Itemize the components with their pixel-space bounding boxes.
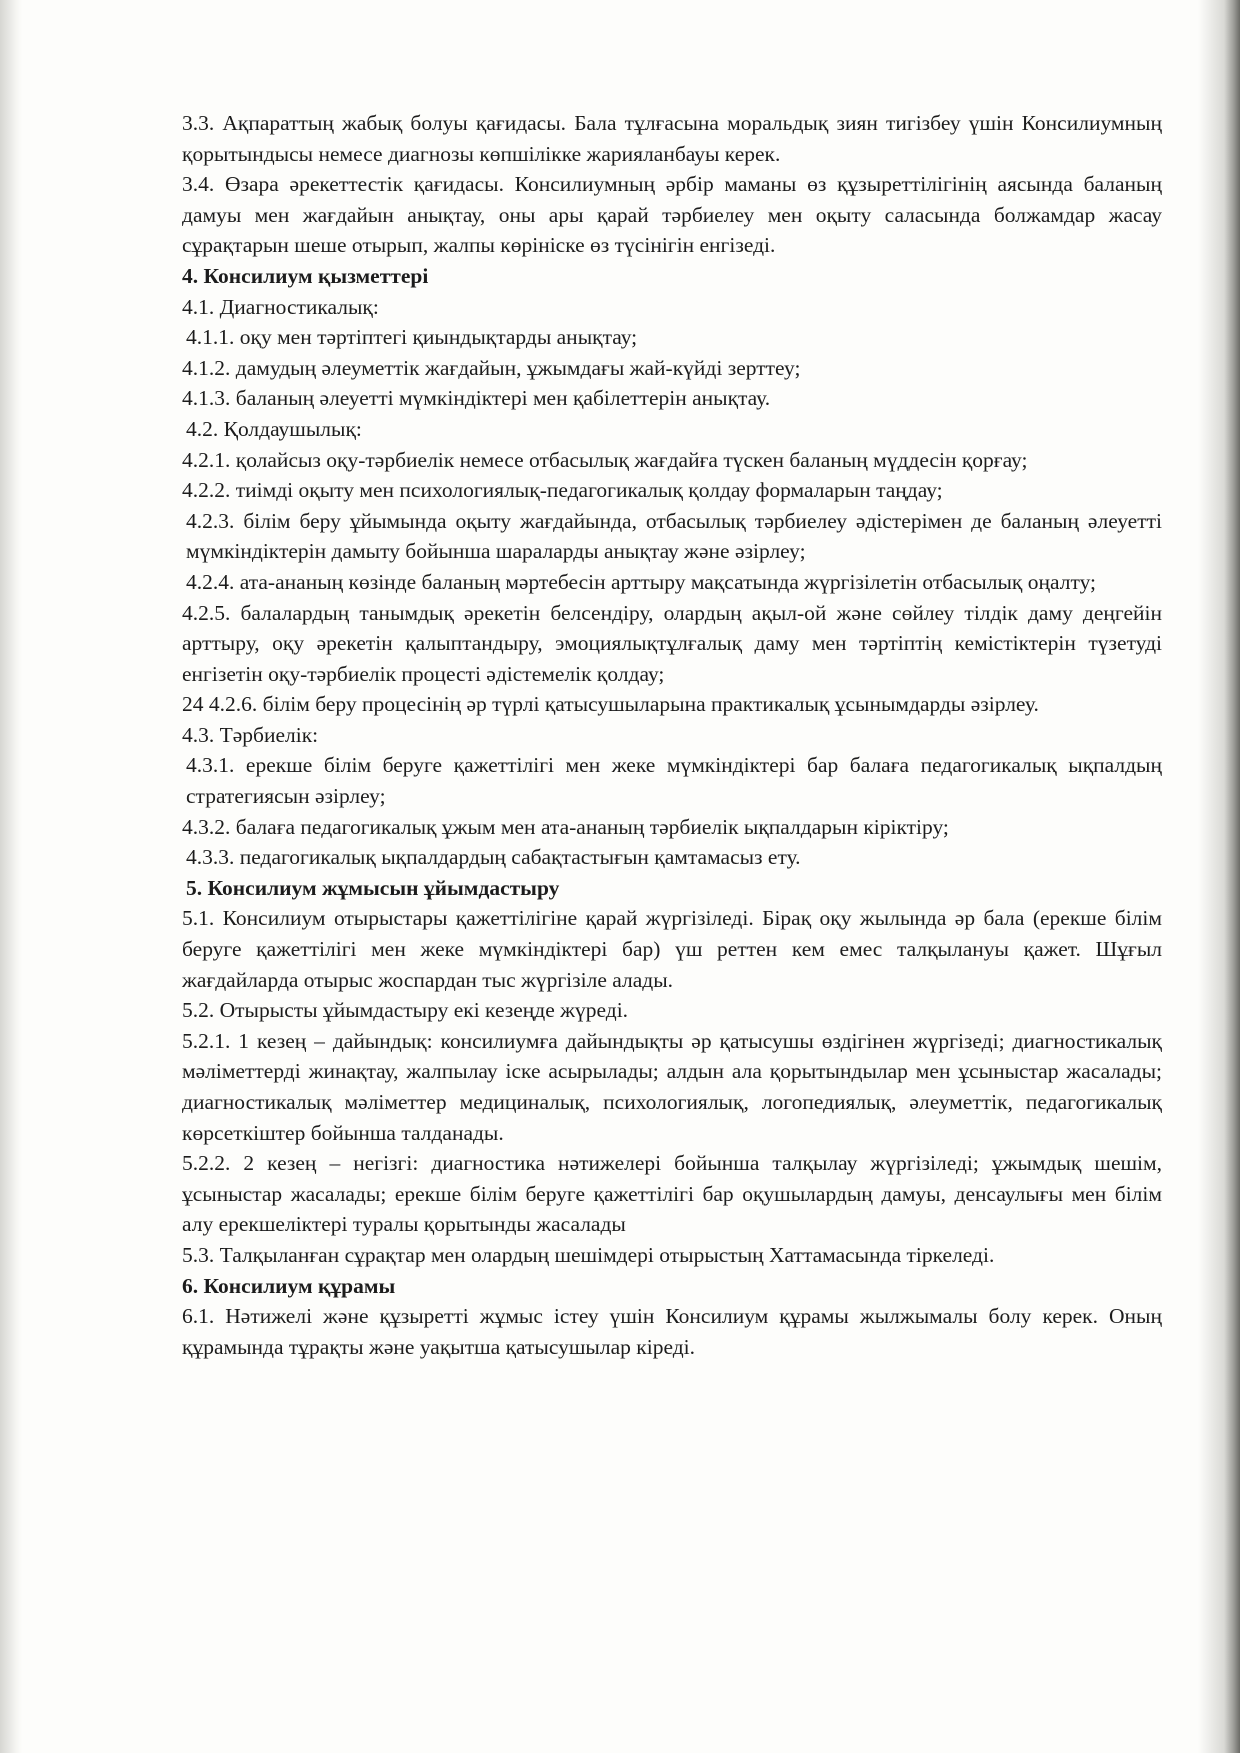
paragraph-4-2-1: 4.2.1. қолайсыз оқу-тәрбиелік немесе отбасылық жағдайға түскен баланың мүддесін қорғау;: [182, 447, 1028, 472]
paragraph-3-3: 3.3. Ақпараттың жабық болуы қағидасы. Бала тұлғасына моральдық зиян тигізбеу үшін Консилиумның қорытындысы немесе диагнозы көпшілікке жарияланбауы керек.: [182, 111, 1162, 166]
paragraph-3-4: 3.4. Өзара әрекеттестік қағидасы. Консилиумның әрбір маманы өз құзыреттілігінің аясында баланың дамуы мен жағдайын анықтау, оны ары қарай тәрбиелеу мен оқыту саласында болжамдар жасау сұрақтарын шеше отырып, жалпы көрініске өз түсінігін енгізеді.: [182, 172, 1162, 258]
paragraph-4-3-2: 4.3.2. балаға педагогикалық ұжым мен ата-ананың тәрбиелік ықпалдарын кіріктіру;: [182, 814, 949, 839]
paragraph-4-1-2: 4.1.2. дамудың әлеуметтік жағдайын, ұжымдағы жай-күйді зерттеу;: [182, 355, 801, 380]
paragraph-4-3-1: 4.3.1. ерекше білім беруге қажеттілігі мен жеке мүмкіндіктері бар балаға педагогикалық ықпалдың стратегиясын әзірлеу;: [186, 753, 1162, 809]
paragraph-5-1: 5.1. Консилиум отырыстары қажеттілігіне қарай жүргізіледі. Бірақ оқу жылында әр бала (ерекше білім беруге қажеттілігі мен жеке мүмкіндіктері бар) үш реттен кем емес талқылануы қажет. Шұғыл жағдайларда отырыс жоспардан тыс жүргізіле алады.: [182, 906, 1162, 992]
paragraph-5-2-2: 5.2.2. 2 кезең – негізгі: диагностика нәтижелері бойынша талқылау жүргізіледі; ұжымдық шешім, ұсыныстар жасалады; ерекше білім беруге қажеттілігі бар оқушылардың дамуы, денсаулығы мен білім алу ерекшеліктері туралы қорытынды жасалады: [182, 1151, 1162, 1237]
paragraph-4-2-3: 4.2.3. білім беру ұйымында оқыту жағдайында, отбасылық тәрбиелеу әдістерімен де баланың әлеуетті мүмкіндіктерін дамыту бойынша шараларды анықтау және әзірлеу;: [186, 508, 1162, 564]
scan-edge-right: [1198, 0, 1240, 1753]
document-page: [182, 108, 1162, 1362]
paragraph-4-1-1: 4.1.1. оқу мен тәртіптегі қиындықтарды анықтау;: [186, 325, 638, 350]
paragraph-4-3-3: 4.3.3. педагогикалық ықпалдардың сабақтастығын қамтамасыз ету.: [186, 845, 801, 870]
section-heading-5: 5. Консилиум жұмысын ұйымдастыру: [186, 875, 560, 900]
section-heading-6: 6. Консилиум құрамы: [182, 1273, 396, 1298]
paragraph-6-1: 6.1. Нәтижелі және құзыретті жұмыс істеу үшін Консилиум құрамы жылжымалы болу керек. Оның құрамында тұрақты және уақытша қатысушылар кіреді.: [182, 1304, 1162, 1359]
paragraph-4-2: 4.2. Қолдаушылық:: [186, 416, 362, 441]
paragraph-4-3: 4.3. Тәрбиелік:: [182, 722, 319, 747]
paragraph-4-2-6: 24 4.2.6. білім беру процесінің әр түрлі қатысушыларына практикалық ұсынымдарды әзірлеу.: [182, 692, 1039, 717]
paragraph-4-1-3: 4.1.3. баланың әлеуетті мүмкіндіктері мен қабілеттерін анықтау.: [182, 386, 771, 411]
paragraph-5-3: 5.3. Талқыланған сұрақтар мен олардың шешімдері отырыстың Хаттамасында тіркеледі.: [182, 1242, 995, 1267]
paragraph-4-2-4: 4.2.4. ата-ананың көзінде баланың мәртебесін арттыру мақсатында жүргізілетін отбасылық оңалту;: [186, 569, 1097, 594]
section-heading-4: 4. Консилиум қызметтері: [182, 263, 429, 288]
scan-edge-left: [0, 0, 22, 1753]
paragraph-5-2: 5.2. Отырысты ұйымдастыру екі кезеңде жүреді.: [182, 998, 629, 1023]
paragraph-4-2-5: 4.2.5. балалардың танымдық әрекетін белсендіру, олардың ақыл-ой және сөйлеу тілдік даму деңгейін арттыру, оқу әрекетін қалыптандыру, эмоциялықтұлғалық даму мен тәртіптің кемістіктерін түзетуді енгізетін оқу-тәрбиелік процесті әдістемелік қолдау;: [182, 600, 1162, 686]
paragraph-4-2-2: 4.2.2. тиімді оқыту мен психологиялық-педагогикалық қолдау формаларын таңдау;: [182, 478, 943, 503]
paragraph-5-2-1: 5.2.1. 1 кезең – дайындық: консилиумға дайындықты әр қатысушы өздігінен жүргізеді; диагностикалық мәліметтерді жинақтау, жалпылау іске асырылады; алдын ала қорытындылар мен ұсыныстар жасалады; диагностикалық мәліметтер медициналық, психологиялық, логопедиялық, әлеуметтік, педагогикалық көрсеткіштер бойынша талданады.: [182, 1028, 1162, 1145]
paragraph-4-1: 4.1. Диагностикалық:: [182, 294, 379, 319]
